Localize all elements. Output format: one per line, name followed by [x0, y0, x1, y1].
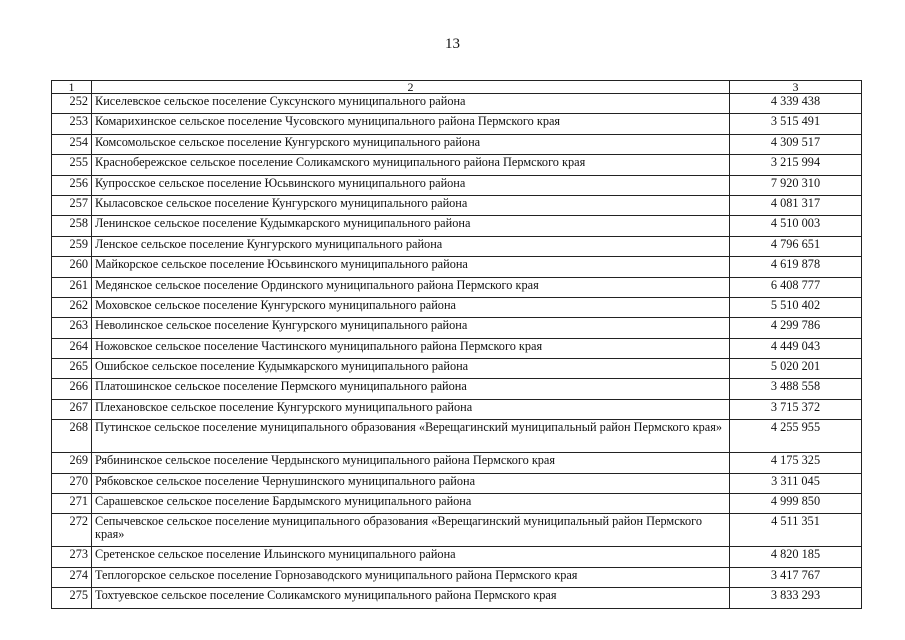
- table-row: [52, 359, 862, 379]
- settlement-name: Ножовское сельское поселение Частинского муниципального района Пермского края: [92, 338, 730, 358]
- row-number: 261: [52, 277, 92, 297]
- column-header-number: 1: [52, 81, 92, 94]
- row-number: 268: [52, 420, 92, 453]
- settlement-name: Теплогорское сельское поселение Горнозаводского муниципального района Пермского края: [92, 567, 730, 587]
- settlement-name: Ленинское сельское поселение Кудымкарского муниципального района: [92, 216, 730, 236]
- amount-value: 3 215 994: [730, 155, 862, 175]
- table-row: [52, 277, 862, 297]
- amount-value: 3 833 293: [730, 588, 862, 608]
- table-row: [52, 514, 862, 547]
- row-number: 273: [52, 547, 92, 567]
- amount-value: 3 715 372: [730, 399, 862, 419]
- amount-value: 4 999 850: [730, 494, 862, 514]
- table-row: [52, 114, 862, 134]
- table-row: [52, 379, 862, 399]
- row-number: 265: [52, 359, 92, 379]
- table-row: [52, 473, 862, 493]
- settlement-name: Рябининское сельское поселение Чердынского муниципального района Пермского края: [92, 453, 730, 473]
- table-row: [52, 399, 862, 419]
- settlement-name: Плехановское сельское поселение Кунгурского муниципального района: [92, 399, 730, 419]
- settlement-name: Неволинское сельское поселение Кунгурского муниципального района: [92, 318, 730, 338]
- table-row: [52, 318, 862, 338]
- amount-value: 4 619 878: [730, 257, 862, 277]
- amount-value: 7 920 310: [730, 175, 862, 195]
- settlement-name: Медянское сельское поселение Ординского муниципального района Пермского края: [92, 277, 730, 297]
- settlement-name: Сарашевское сельское поселение Бардымского муниципального района: [92, 494, 730, 514]
- settlement-name: Ленское сельское поселение Кунгурского муниципального района: [92, 236, 730, 256]
- column-header-name: 2: [92, 81, 730, 94]
- settlement-name: Рябковское сельское поселение Чернушинского муниципального района: [92, 473, 730, 493]
- amount-value: 4 309 517: [730, 134, 862, 154]
- table-row: [52, 547, 862, 567]
- row-number: 263: [52, 318, 92, 338]
- settlement-name: Сретенское сельское поселение Ильинского муниципального района: [92, 547, 730, 567]
- amount-value: 3 417 767: [730, 567, 862, 587]
- amount-value: 4 339 438: [730, 94, 862, 114]
- table-row: [52, 453, 862, 473]
- row-number: 272: [52, 514, 92, 547]
- table-row: [52, 195, 862, 215]
- amount-value: 4 820 185: [730, 547, 862, 567]
- row-number: 264: [52, 338, 92, 358]
- header-row: [52, 81, 862, 94]
- table-row: [52, 494, 862, 514]
- table-row: [52, 94, 862, 114]
- row-number: 269: [52, 453, 92, 473]
- row-number: 257: [52, 195, 92, 215]
- amount-value: 4 449 043: [730, 338, 862, 358]
- amount-value: 4 255 955: [730, 420, 862, 453]
- column-header-value: 3: [730, 81, 862, 94]
- row-number: 256: [52, 175, 92, 195]
- row-number: 275: [52, 588, 92, 608]
- table-row: [52, 257, 862, 277]
- settlement-name: Путинское сельское поселение муниципального образования «Верещагинский муниципальный район Пермского края»: [92, 420, 730, 453]
- settlement-name: Купросское сельское поселение Юсьвинского муниципального района: [92, 175, 730, 195]
- row-number: 270: [52, 473, 92, 493]
- amount-value: 4 510 003: [730, 216, 862, 236]
- table-row: [52, 175, 862, 195]
- settlement-name: Краснобережское сельское поселение Соликамского муниципального района Пермского края: [92, 155, 730, 175]
- row-number: 274: [52, 567, 92, 587]
- table-row: [52, 338, 862, 358]
- amount-value: 6 408 777: [730, 277, 862, 297]
- amount-value: 3 488 558: [730, 379, 862, 399]
- row-number: 253: [52, 114, 92, 134]
- table-body: [52, 94, 862, 609]
- row-number: 259: [52, 236, 92, 256]
- settlement-name: Тохтуевское сельское поселение Соликамского муниципального района Пермского края: [92, 588, 730, 608]
- amount-value: 5 020 201: [730, 359, 862, 379]
- amount-value: 4 081 317: [730, 195, 862, 215]
- settlement-name: Майкорское сельское поселение Юсьвинского муниципального района: [92, 257, 730, 277]
- row-number: 262: [52, 297, 92, 317]
- row-number: 258: [52, 216, 92, 236]
- table-row: [52, 420, 862, 453]
- table-row: [52, 134, 862, 154]
- table-row: [52, 588, 862, 608]
- settlement-name: Комарихинское сельское поселение Чусовского муниципального района Пермского края: [92, 114, 730, 134]
- amount-value: 4 299 786: [730, 318, 862, 338]
- amount-value: 3 515 491: [730, 114, 862, 134]
- row-number: 260: [52, 257, 92, 277]
- table-row: [52, 567, 862, 587]
- settlements-table: [51, 80, 862, 609]
- settlement-name: Платошинское сельское поселение Пермского муниципального района: [92, 379, 730, 399]
- table-row: [52, 297, 862, 317]
- settlement-name: Киселевское сельское поселение Суксунского муниципального района: [92, 94, 730, 114]
- amount-value: 4 175 325: [730, 453, 862, 473]
- page-number: 13: [445, 36, 460, 52]
- row-number: 254: [52, 134, 92, 154]
- row-number: 255: [52, 155, 92, 175]
- amount-value: 4 796 651: [730, 236, 862, 256]
- row-number: 271: [52, 494, 92, 514]
- row-number: 267: [52, 399, 92, 419]
- settlement-name: Моховское сельское поселение Кунгурского муниципального района: [92, 297, 730, 317]
- row-number: 252: [52, 94, 92, 114]
- amount-value: 3 311 045: [730, 473, 862, 493]
- table-row: [52, 236, 862, 256]
- row-number: 266: [52, 379, 92, 399]
- amount-value: 5 510 402: [730, 297, 862, 317]
- table-row: [52, 216, 862, 236]
- settlement-name: Кыласовское сельское поселение Кунгурского муниципального района: [92, 195, 730, 215]
- amount-value: 4 511 351: [730, 514, 862, 547]
- settlement-name: Ошибское сельское поселение Кудымкарского муниципального района: [92, 359, 730, 379]
- table-row: [52, 155, 862, 175]
- table-header: [52, 81, 862, 94]
- settlement-name: Комсомольское сельское поселение Кунгурского муниципального района: [92, 134, 730, 154]
- settlement-name: Сепычевское сельское поселение муниципального образования «Верещагинский муниципальный район Пермского края»: [92, 514, 730, 547]
